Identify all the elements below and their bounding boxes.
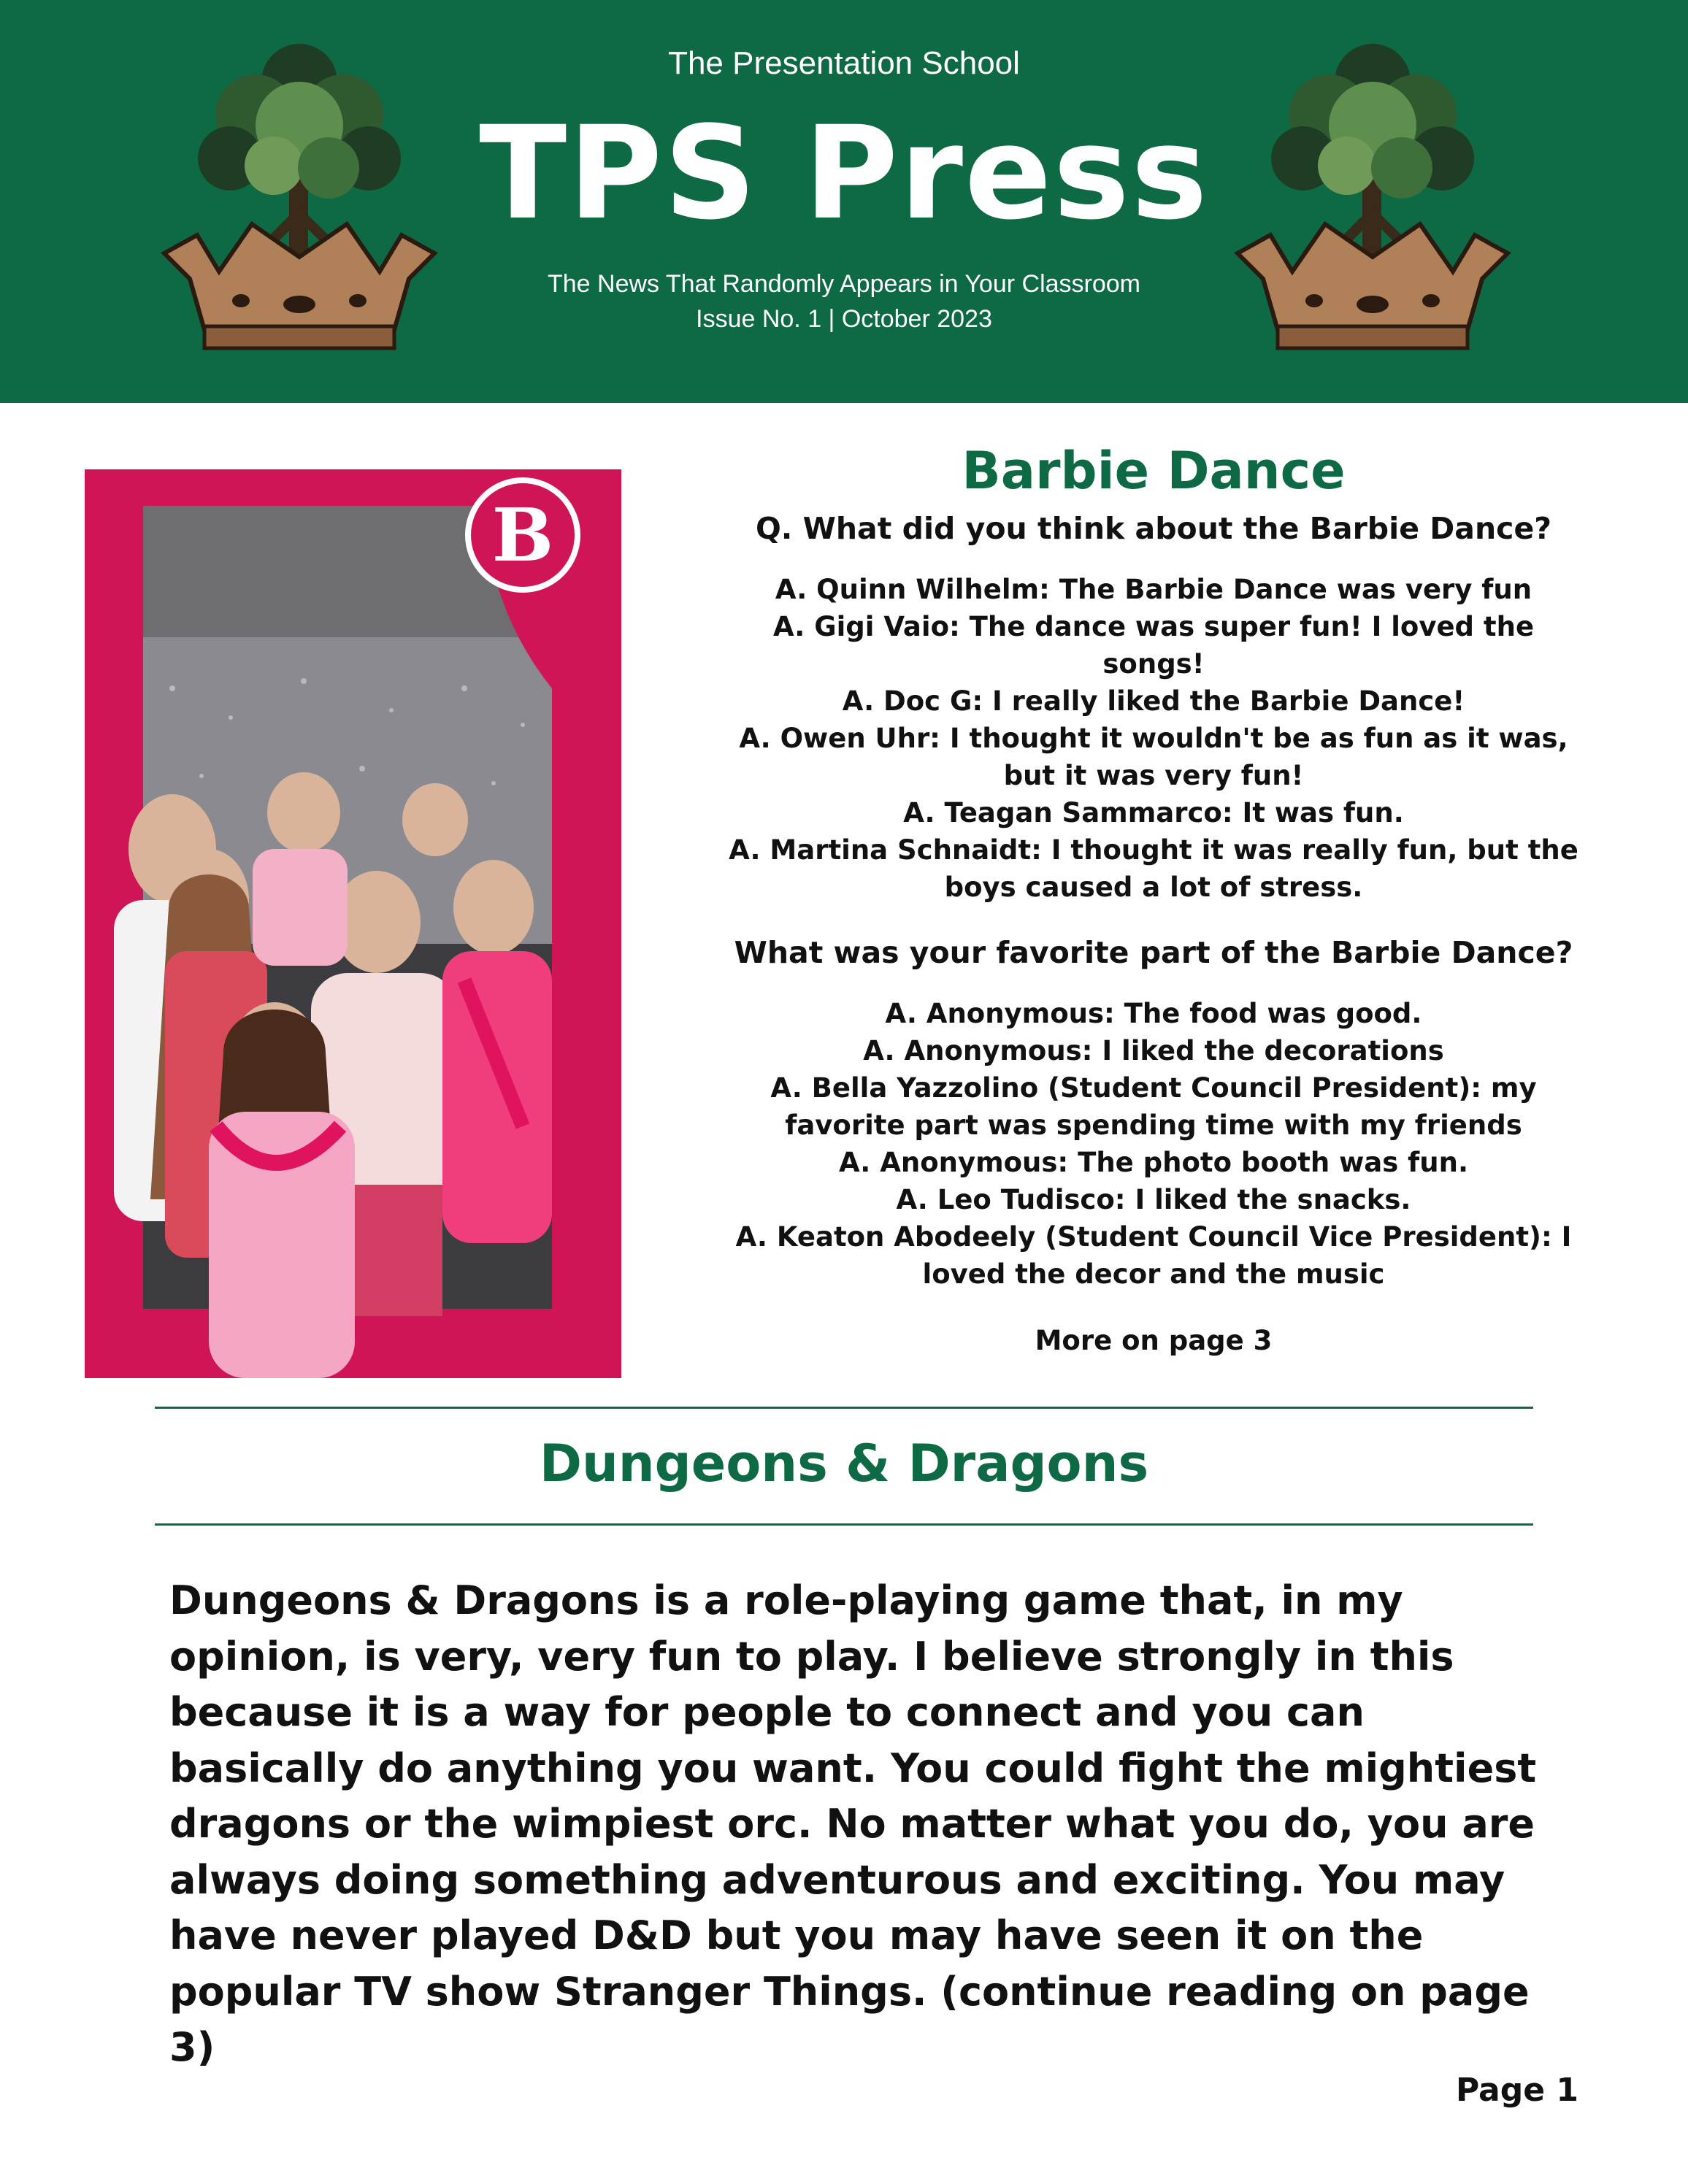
answer-item: A. Quinn Wilhelm: The Barbie Dance was very fun	[775, 574, 1532, 605]
answer-item: A. Teagan Sammarco: It was fun.	[903, 797, 1404, 828]
answer-item: A. Keaton Abodeely (Student Council Vice President): I loved the decor and the music	[735, 1221, 1572, 1290]
section-divider-top	[155, 1407, 1533, 1409]
school-name: The Presentation School	[668, 45, 1020, 81]
answer-item: A. Martina Schnaidt: I thought it was really fun, but the boys caused a lot of stress.	[729, 834, 1578, 903]
dnd-section-title: Dungeons & Dragons	[539, 1434, 1149, 1493]
answer-item: A. Anonymous: I liked the decorations	[863, 1035, 1444, 1066]
section-divider-bottom	[155, 1523, 1533, 1526]
svg-text:B: B	[491, 492, 554, 578]
answers-2-list	[701, 995, 1606, 1293]
answer-item: A. Gigi Vaio: The dance was super fun! I loved the songs!	[772, 611, 1535, 680]
newsletter-title: TPS Press	[479, 99, 1209, 248]
answer-item: A. Anonymous: The photo booth was fun.	[838, 1147, 1469, 1178]
barbie-dance-photo	[85, 469, 621, 1378]
barbie-dance-article	[701, 438, 1606, 1359]
answers-1-list	[701, 571, 1606, 906]
barbie-photo-booth-illustration	[85, 469, 621, 1378]
answer-item: A. Owen Uhr: I thought it wouldn't be as fun as it was, but it was very fun!	[739, 723, 1568, 791]
tree-crown-emblem-icon	[1227, 38, 1519, 352]
more-on-page-note: More on page 3	[1035, 1325, 1273, 1356]
question-1: Q. What did you think about the Barbie Dance?	[755, 511, 1552, 546]
answer-item: A. Doc G: I really liked the Barbie Dance!	[842, 685, 1465, 717]
page-number: Page 1	[1455, 2072, 1578, 2109]
issue-info: Issue No. 1 | October 2023	[696, 305, 992, 333]
barbie-section-title: Barbie Dance	[962, 441, 1346, 501]
masthead-banner	[0, 0, 1688, 403]
answer-item: A. Leo Tudisco: I liked the snacks.	[896, 1184, 1411, 1215]
answer-item: A. Anonymous: The food was good.	[885, 998, 1422, 1029]
tagline: The News That Randomly Appears in Your Classroom	[548, 270, 1140, 298]
question-2: What was your favorite part of the Barbie Dance?	[734, 935, 1573, 970]
answer-item: A. Bella Yazzolino (Student Council President): my favorite part was spending time with my friends	[770, 1072, 1537, 1141]
dnd-article-body: Dungeons & Dragons is a role-playing game that, in my opinion, is very, very fun to play. I believe strongly in this because it is a way for people to connect and you can basically do anything you want. You could fight the mightiest dragons or the wimpiest orc. No matter what you do, you are always doing something adventurous and exciting. You may have never played D&D but you may have seen it on the popular TV show Stranger Things. (continue reading on page 3)	[169, 1577, 1537, 2070]
